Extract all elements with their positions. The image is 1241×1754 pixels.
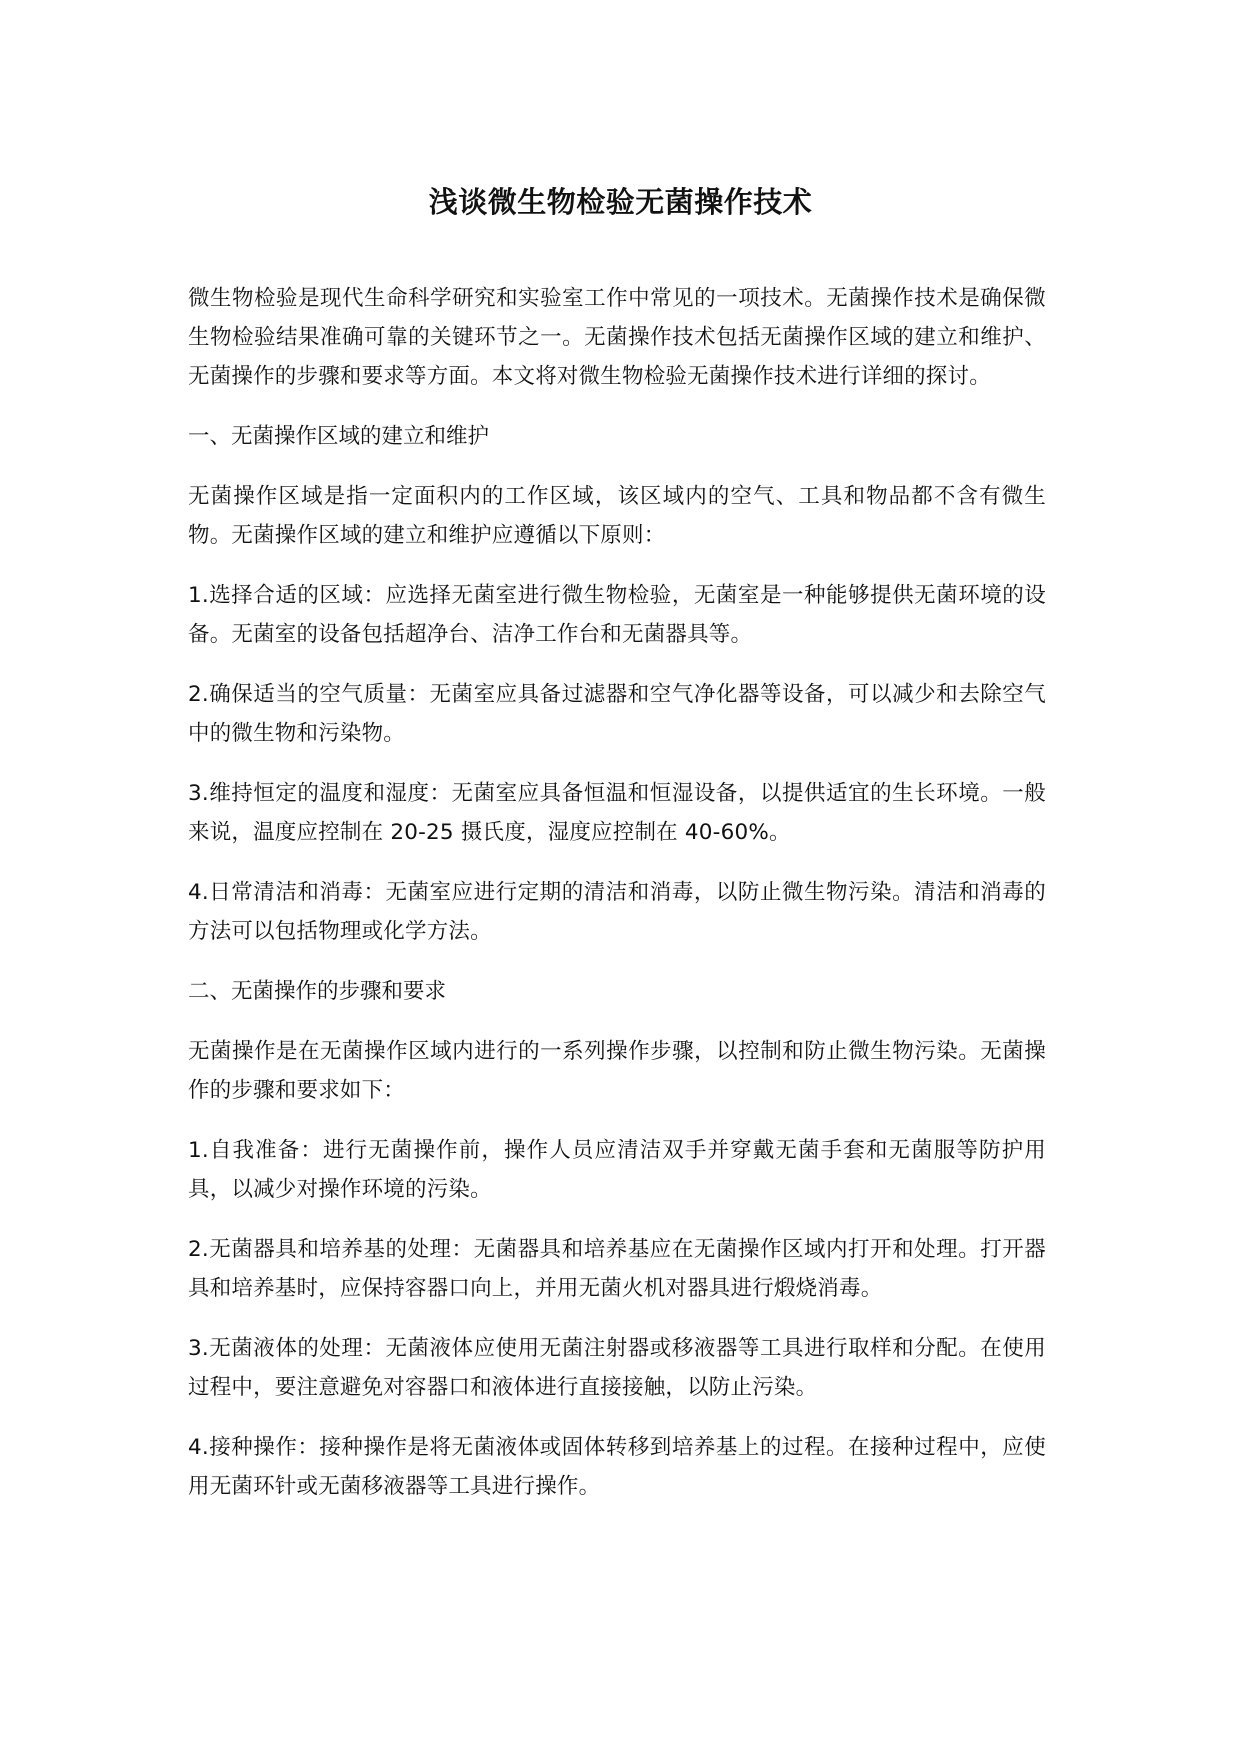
section-2-item-1: 1.自我准备：进行无菌操作前，操作人员应清洁双手并穿戴无菌手套和无菌服等防护用具，以减少对操作环境的污染。 — [188, 1138, 1046, 1202]
section-heading-2: 二、无菌操作的步骤和要求 — [188, 979, 447, 1004]
section-2-item-3: 3.无菌液体的处理：无菌液体应使用无菌注射器或移液器等工具进行取样和分配。在使用过程中，要注意避免对容器口和液体进行直接接触，以防止污染。 — [188, 1336, 1046, 1400]
section-2-item-2: 2.无菌器具和培养基的处理：无菌器具和培养基应在无菌操作区域内打开和处理。打开器具和培养基时，应保持容器口向上，并用无菌火机对器具进行煅烧消毒。 — [188, 1237, 1046, 1301]
section-2-intro: 无菌操作是在无菌操作区域内进行的一系列操作步骤，以控制和防止微生物污染。无菌操作的步骤和要求如下： — [188, 1039, 1046, 1103]
section-2-item-4: 4.接种操作：接种操作是将无菌液体或固体转移到培养基上的过程。在接种过程中，应使用无菌环针或无菌移液器等工具进行操作。 — [188, 1435, 1046, 1499]
section-1-item-2: 2.确保适当的空气质量：无菌室应具备过滤器和空气净化器等设备，可以减少和去除空气中的微生物和污染物。 — [188, 682, 1046, 746]
document-body — [188, 279, 1046, 1527]
section-1-item-3: 3.维持恒定的温度和湿度：无菌室应具备恒温和恒湿设备，以提供适宜的生长环境。一般来说，温度应控制在 20-25 摄氏度，湿度应控制在 40-60%。 — [188, 781, 1046, 845]
document-title: 浅谈微生物检验无菌操作技术 — [428, 185, 813, 219]
section-1-item-4: 4.日常清洁和消毒：无菌室应进行定期的清洁和消毒，以防止微生物污染。清洁和消毒的方法可以包括物理或化学方法。 — [188, 880, 1046, 944]
section-1-intro: 无菌操作区域是指一定面积内的工作区域，该区域内的空气、工具和物品都不含有微生物。无菌操作区域的建立和维护应遵循以下原则： — [188, 484, 1046, 548]
section-heading-1: 一、无菌操作区域的建立和维护 — [188, 424, 490, 449]
section-1-item-1: 1.选择合适的区域：应选择无菌室进行微生物检验，无菌室是一种能够提供无菌环境的设备。无菌室的设备包括超净台、洁净工作台和无菌器具等。 — [188, 583, 1046, 647]
intro-paragraph: 微生物检验是现代生命科学研究和实验室工作中常见的一项技术。无菌操作技术是确保微生物检验结果准确可靠的关键环节之一。无菌操作技术包括无菌操作区域的建立和维护、无菌操作的步骤和要求等方面。本文将对微生物检验无菌操作技术进行详细的探讨。 — [188, 286, 1046, 389]
